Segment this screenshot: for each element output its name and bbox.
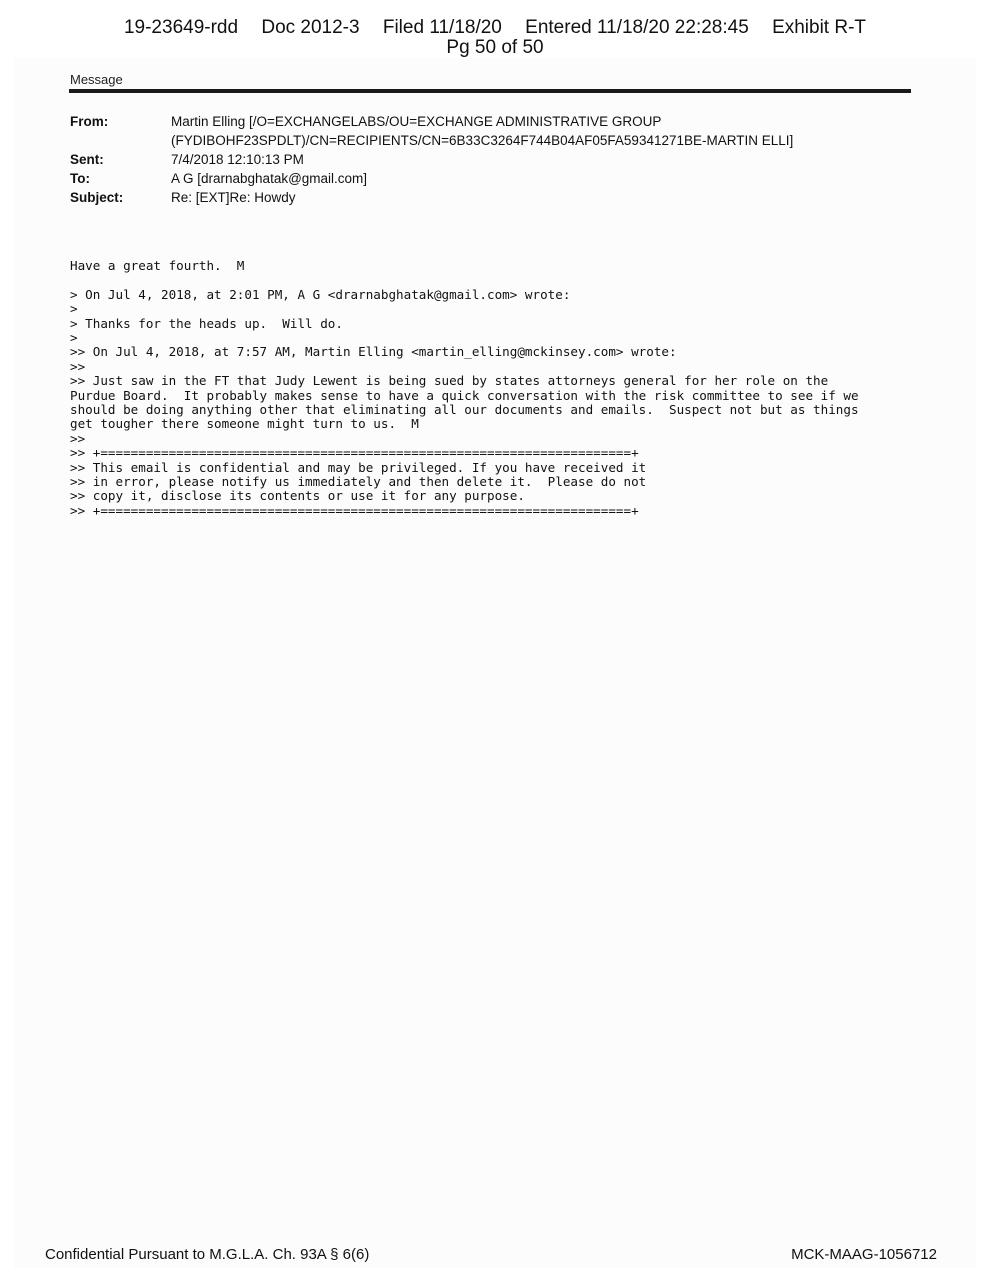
from-value xyxy=(171,112,891,150)
filed-date: Filed 11/18/20 xyxy=(382,17,502,38)
body-line: >> copy it, disclose its contents or use it for any purpose. xyxy=(70,488,525,504)
body-line: >> On Jul 4, 2018, at 7:57 AM, Martin Elling <martin_elling@mckinsey.com> wrote: xyxy=(70,344,677,360)
from-label: From: xyxy=(70,114,109,129)
body-line: Have a great fourth. M xyxy=(70,258,245,273)
document-page xyxy=(14,58,976,1268)
bates-number: MCK-MAAG-1056712 xyxy=(791,1246,937,1263)
from-value-line1: Martin Elling [/O=EXCHANGELABS/OU=EXCHANGE ADMINISTRATIVE GROUP xyxy=(171,114,662,129)
court-filing-header xyxy=(0,18,990,58)
body-line: >> in error, please notify us immediately and then delete it. Please do not xyxy=(70,474,647,490)
subject-label: Subject: xyxy=(70,190,124,205)
doc-number: Doc 2012-3 xyxy=(261,17,360,38)
sent-label: Sent: xyxy=(70,152,104,167)
body-line xyxy=(70,273,920,287)
confidentiality-footer: Confidential Pursuant to M.G.L.A. Ch. 93A § 6(6) xyxy=(45,1246,370,1263)
body-line: > On Jul 4, 2018, at 2:01 PM, A G <drarnabghatak@gmail.com> wrote: xyxy=(70,286,571,302)
sent-row xyxy=(70,150,891,169)
entered-date: Entered 11/18/20 22:28:45 xyxy=(525,17,749,38)
from-value-line2: (FYDIBOHF23SPDLT)/CN=RECIPIENTS/CN=6B33C3264F744B04AF05FA59341271BE-MARTIN ELLI] xyxy=(171,133,794,148)
to-label: To: xyxy=(70,171,90,186)
subject-value: Re: [EXT]Re: Howdy xyxy=(171,190,296,205)
exhibit-label: Exhibit R-T xyxy=(772,17,867,38)
to-value: A G [drarnabghatak@gmail.com] xyxy=(171,171,368,186)
body-line: get tougher there someone might turn to us. M xyxy=(70,416,419,432)
to-row xyxy=(70,169,891,188)
body-line: >> +======================================================================+ xyxy=(70,502,639,518)
from-row xyxy=(70,112,891,150)
body-line: >> This email is confidential and may be privileged. If you have received it xyxy=(70,459,647,475)
body-line: > xyxy=(70,330,78,346)
case-number: 19-23649-rdd xyxy=(123,17,239,38)
body-line: > Thanks for the heads up. Will do. xyxy=(70,315,343,331)
email-body xyxy=(70,259,920,518)
body-line: >> +======================================================================+ xyxy=(70,445,639,461)
body-line: >> xyxy=(70,430,86,446)
message-label: Message xyxy=(70,72,123,87)
body-line: Purdue Board. It probably makes sense to have a quick conversation with the risk committee to see if we xyxy=(70,387,859,403)
sent-value: 7/4/2018 12:10:13 PM xyxy=(171,152,304,167)
email-headers xyxy=(70,112,891,207)
body-line: >> Just saw in the FT that Judy Lewent is being sued by states attorneys general for her role on the xyxy=(70,373,829,389)
body-line: > xyxy=(70,301,78,317)
page-number: Pg 50 of 50 xyxy=(446,37,544,58)
body-line: >> xyxy=(70,358,86,374)
filing-stamp-line xyxy=(0,18,990,38)
header-divider xyxy=(69,89,911,93)
body-line: should be doing anything other that eliminating all our documents and emails. Suspect not but as things xyxy=(70,402,859,418)
subject-row xyxy=(70,188,891,207)
